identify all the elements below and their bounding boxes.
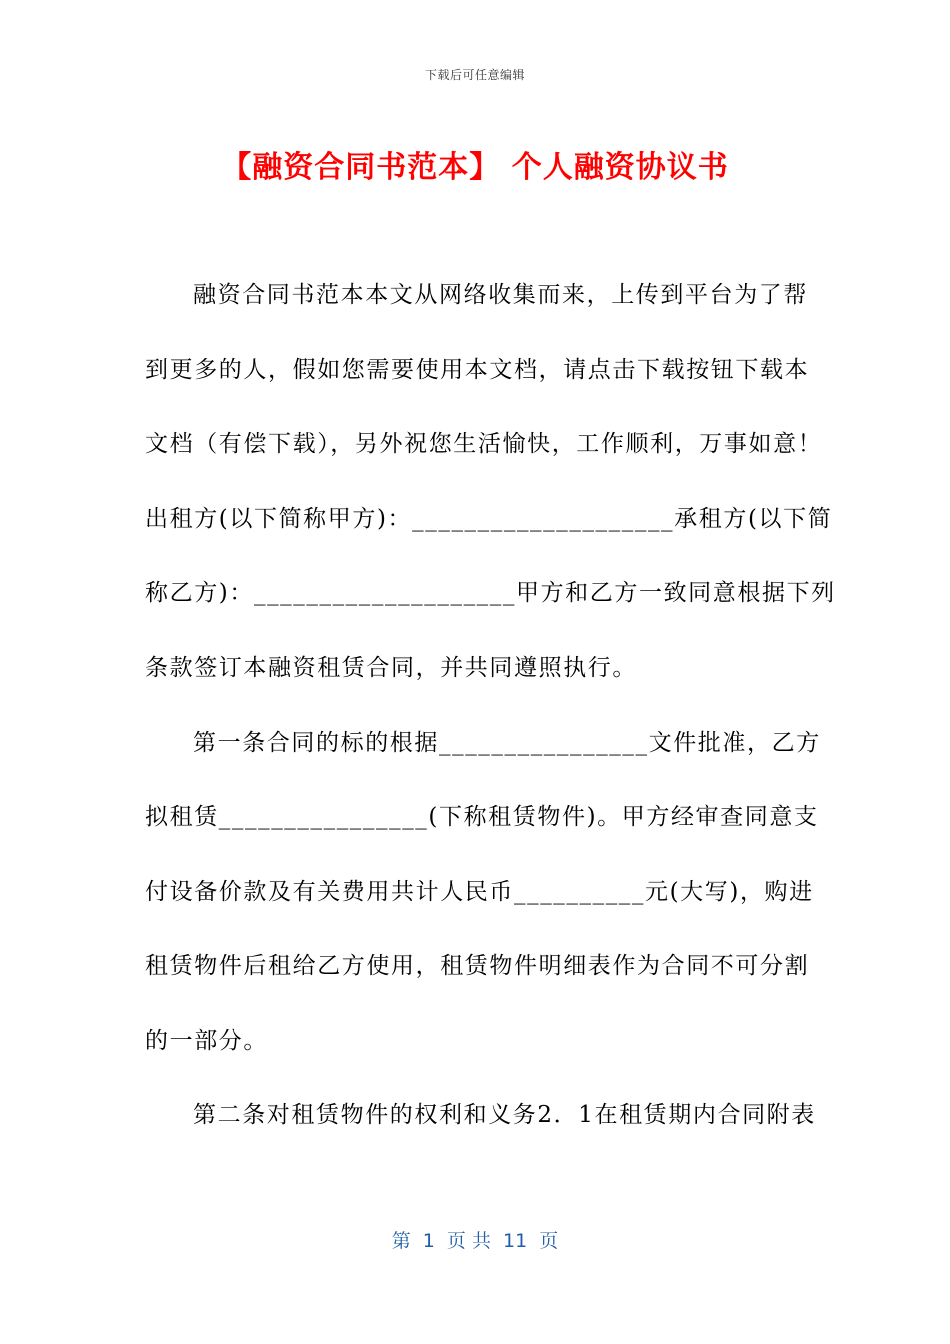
- page-header-note: 下载后可任意编辑: [424, 68, 525, 82]
- page-number-footer: 第 1 页 共 11 页: [391, 1230, 559, 1252]
- paragraph-line: 条款签订本融资租赁合同，并共同遵照执行。: [145, 655, 637, 681]
- paragraph-line: 付设备价款及有关费用共计人民币__________元(大写)，购进: [145, 879, 814, 905]
- paragraph-line: 到更多的人，假如您需要使用本文档，请点击下载按钮下载本: [145, 357, 810, 383]
- paragraph-line: 融资合同书范本本文从网络收集而来，上传到平台为了帮: [193, 282, 808, 308]
- paragraph-line: 称乙方)：____________________甲方和乙方一致同意根据下列: [145, 580, 836, 606]
- paragraph-line: 的一部分。: [145, 1028, 268, 1054]
- paragraph-line: 第二条对租赁物件的权利和义务2．1在租赁期内合同附表: [193, 1102, 816, 1128]
- paragraph-line: 文档（有偿下载），另外祝您生活愉快，工作顺利，万事如意！: [145, 431, 823, 457]
- paragraph-line: 第一条合同的标的根据________________文件批准，乙方: [193, 730, 821, 756]
- paragraph-line: 拟租赁________________(下称租赁物件)。甲方经审查同意支: [145, 804, 819, 830]
- paragraph-line: 出租方(以下简称甲方)：____________________承租方(以下简: [145, 506, 833, 532]
- paragraph-line: 租赁物件后租给乙方使用，租赁物件明细表作为合同不可分割: [145, 953, 810, 979]
- document-title: 【融资合同书范本】 个人融资协议书: [221, 150, 729, 185]
